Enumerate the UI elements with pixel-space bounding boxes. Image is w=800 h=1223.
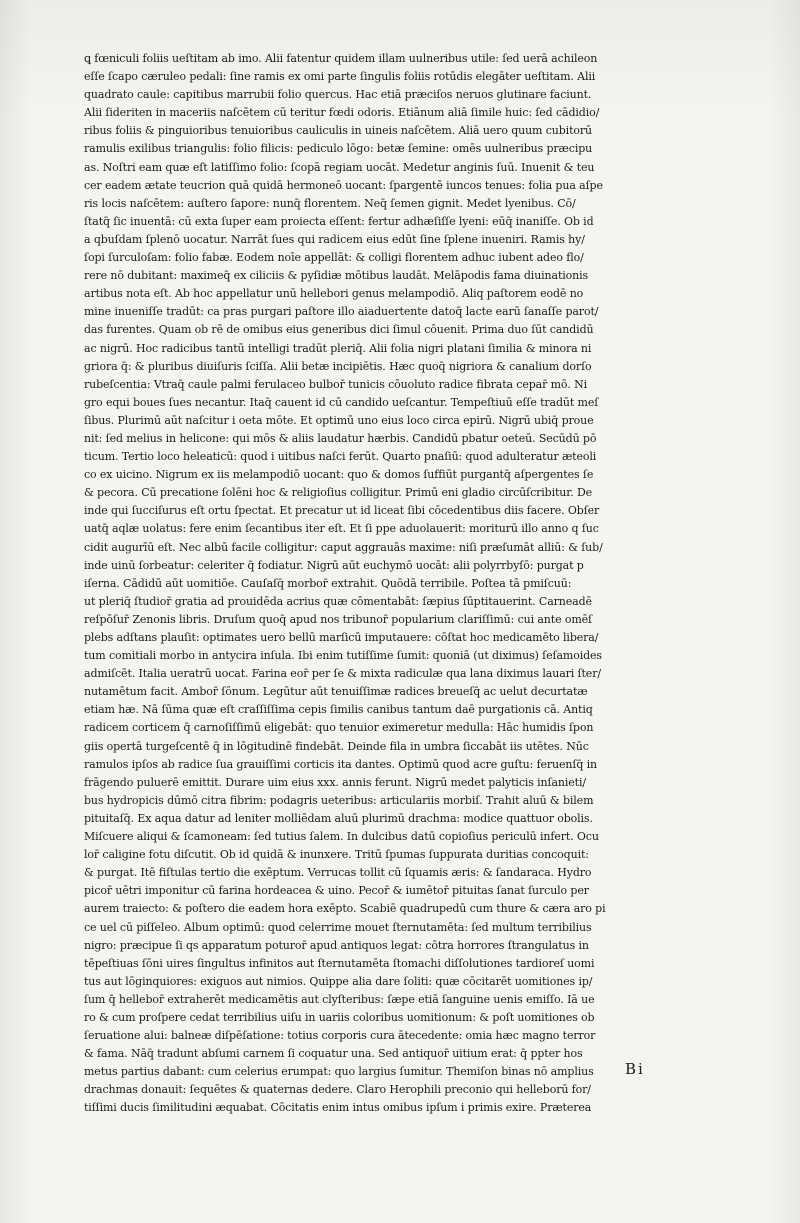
text-line: bus hydropicis dūmō citra fibrim: podagris ueteribus: articulariis morbiſ. Trahit aluū & bilem (84, 793, 594, 807)
text-line: ut pleriq̄ ſtudior̄ gratia ad prouidēda acrius quæ cōmentabāt: ſæpius ſūptitauerint. Carneadē (84, 594, 592, 608)
text-line: ac nigrū. Hoc radicibus tantū intelligi tradūt pleriq̄. Alii folia nigri platani ſimilia & minora ni (84, 341, 592, 355)
text-line: & pecora. Cū precatione ſolēni hoc & religioſius colligitur. Primū eni gladio circūſcribitur. De (84, 486, 593, 500)
text-line: as. Noſtri eam quæ eſt latiſſimo folio: ſcopā regiam uocāt. Medetur anginis ſuū. Inuenit & teu (84, 160, 595, 174)
text-line: co ex uicino. Nigrum ex iis melampodiō uocant: quo & domos ſuffiūt purgantq̄ aſpergentes ſe (84, 468, 594, 482)
text-line: ris locis naſcētem: auſtero ſapore: nunq̄ florentem. Neq̄ ſemen gignit. Medet lyenibus. Cō/ (84, 196, 576, 210)
text-line: ſopi ſurculoſam: folio fabæ. Eodem noīe appellāt: & colligi florentem adhuc iubent adeo flo/ (84, 251, 584, 265)
text-line: artibus nota eſt. Ab hoc appellatur unū hellebori genus melampodiō. Aliq paſtorem eodē no (84, 287, 584, 301)
text-line: & fama. Nāq̄ tradunt abſumi carnem ſi coquatur una. Sed antiquor̄ uitium erat: q̄ ppter hos (84, 1047, 583, 1061)
text-line: etiam hæ. Nā ſūma quæ eſt craſſiſſima cepis ſimilis canibus tantum daē purgationis cā. Antiq (84, 703, 593, 717)
text-line: giis opertā turgeſcentē q̄ in lōgitudinē findebāt. Deinde fila in umbra ſiccabāt iis utētes. Nūc (84, 739, 589, 753)
text-line: Miſcuere aliqui & ſcamoneam: ſed tutius ſalem. In dulcibus datū copioſius periculū infert. Ocu (84, 830, 599, 844)
text-line: rere nō dubitant: maximeq̄ ex ciliciis & pyſidiæ mōtibus laudāt. Melāpodis fama diuinationis (84, 269, 589, 283)
text-line: ribus foliis & pinguioribus tenuioribus cauliculis in uineis naſcētem. Aliā uero quum cubitorū (84, 124, 592, 138)
text-line: rubeſcentia: Vtraq̄ caule palmi ferulaceo bulbor̄ tunicis cōuoluto radice fibrata cepar̄ mō. Ni (84, 377, 588, 391)
text-line: reſpōſur̄ Zenonis libris. Druſum quoq̄ apud nos tribunor̄ popularium clariſſimū: cui ante omēſ (84, 612, 592, 626)
text-line: uatq̄ aqlæ uolatus: fere enim ſecantibus iter eſt. Et ſi ppe aduolauerit: moriturū illo anno q ſuc (84, 522, 599, 536)
text-line: quadrato caule: capitibus marrubii folio quercus. Hac etiā præciſos neruos glutinare faciunt. (84, 88, 592, 102)
text-line: lor̄ caligine fotu diſcutit. Ob id quidā & inunxere. Tritū ſpumas ſuppurata duritias concoquit: (84, 848, 589, 862)
signature-mark: Bi (625, 1060, 645, 1078)
text-line: nit: ſed melius in helicone: qui mōs & aliis laudatur hærbis. Candidū pbatur oeteū. Secūdū pō (84, 431, 597, 445)
text-column (84, 50, 666, 1118)
text-line: & purgat. Itē fiſtulas tertio die exēptum. Verrucas tollit cū ſquamis æris: & ſandaraca. Hydro (84, 866, 592, 880)
text-line: ſum q̄ hellebor̄ extraherēt medicamētis aut clyſteribus: ſæpe etiā ſanguine uenis emiſſo. Iā ue (84, 992, 595, 1006)
text-line: ꝗ fœniculi foliis ueſtitam ab imo. Alii fatentur quidem illam uulneribus utile: ſed uerā achileon (84, 52, 598, 65)
text-line: tum comitiali morbo in antycira inſula. Ibi enim tutiſſime ſumit: quoniā (ut diximus) ſeſamoides (84, 649, 602, 663)
text-line: Alii ſideriten in maceriis naſcētem cū teritur fœdi odoris. Etiānum aliā ſimile huic: ſed cādidio/ (84, 106, 600, 120)
text-line: nigro: præcipue ſi qs apparatum poturor̄ apud antiquos legat: cōtra horrores ſtrangulatus in (84, 938, 589, 952)
text-line: ticum. Tertio loco heleaticū: quod i uitibus naſci ferūt. Quarto pnaſiū: quod adulteratur æteoli (84, 450, 597, 464)
text-line: tēpeſtiuas ſōni uires ſingultus infinitos aut ſternutamēta ſtomachi diſſolutiones tardioreſ uomi (84, 956, 595, 970)
text-line: gro equi boues ſues necantur. Itaq̄ cauent id cū candido ueſcantur. Tempeſtiuū eſſe tradūt meſ (84, 395, 599, 409)
text-line: drachmas donauit: ſequētes & quaternas dedere. Claro Herophili preconio qui helleborū for/ (84, 1083, 591, 1097)
text-line: admiſcēt. Italia ueratrū uocat. Farina eor̄ per ſe & mixta radiculæ qua lana diximus lauari ſter/ (84, 667, 601, 681)
text-line: ro & cum proſpere cedat terribilius uiſu in uariis coloribus uomitionum: & poſt uomitiones ob (84, 1010, 595, 1024)
text-line: mine inueniſſe tradūt: ca pras purgari paſtore illo aiaduertente datoq̄ lacte earū ſanaſſe parot/ (84, 305, 599, 319)
text-line: iſerna. Cādidū aūt uomitiōe. Cauſaſq̄ morbor̄ extrahit. Quōdā terribile. Poſtea tā pmiſcuū: (84, 576, 572, 590)
text-line: a qbuſdam ſplenō uocatur. Narrāt ſues qui radicem eius edūt ſine ſplene inueniri. Ramis hy/ (84, 232, 585, 246)
text-line: eſſe ſcapo cæruleo pedali: ſine ramis ex omi parte ſingulis foliis rotūdis elegāter ueſtitam. Alii (84, 70, 596, 84)
text-line: picor̄ uētri imponitur cū farina hordeacea & uino. Pecor̄ & iumētor̄ pituitas ſanat ſurculo per (84, 884, 589, 898)
text-line: tiſſimi ducis ſimilitudini æquabat. Cōcitatis enim intus omibus ipſum i primis exire. Præterea (84, 1101, 592, 1115)
text-line: pituitaſq̄. Ex aqua datur ad leniter molliēdam aluū plurimū drachma: modice quattuor obolis. (84, 811, 593, 825)
text-line: tus aut lōginquiores: exiguos aut nimios. Quippe alia dare ſoliti: quæ cōcitarēt uomitiones ip/ (84, 974, 593, 988)
text-line: radicem corticem q̄ carnoſiſſimū eligebāt: quo tenuior eximeretur medulla: Hāc humidis ſpon (84, 721, 594, 735)
text-line: plebs adſtans plauſit: optimates uero bellū marſicū imputauere: cōſtat hoc medicamēto libera/ (84, 631, 599, 644)
text-line: ſibus. Plurimū aūt naſcitur i oeta mōte. Et optimū uno eius loco circa epirū. Nigrū ubiq̄ proue (84, 413, 594, 427)
text-line: griora q̄: & pluribus diuiſuris ſciſſa. Alii betæ incipiētis. Hæc quoq̄ nigriora & canalium dorſo (84, 359, 592, 373)
text-line: ſeruatione alui: balneæ diſpēſatione: totius corporis cura ātecedente: omia hæc magno terror (84, 1029, 596, 1043)
text-line: ſtatq̄ ſic inuentā: cū exta ſuper eam proiecta eſſent: fertur adhæſiſſe lyeni: eūq̄ inaniſſe. Ob id (84, 214, 594, 228)
text-line: cidit augurīū eſt. Nec albū facile colligitur: caput aggrauās maxime: niſi præſumāt alliū: & ſub/ (84, 540, 603, 554)
text-line: ramulis exilibus triangulis: folio filicis: pediculo lōgo: betæ ſemine: omēs uulneribus præcipu (84, 142, 593, 156)
text-line: inde qui ſucciſurus eſt ortu ſpectat. Et precatur ut id liceat ſibi cōcedentibus diis facere. Obſer (84, 504, 600, 518)
text-line: metus partius dabant: cum celerius erumpat: quo largius ſumitur. Themiſon binas nō amplius (84, 1065, 594, 1079)
text-line: aurem traiecto: & poſtero die eadem hora exēpto. Scabiē quadrupedū cum thure & cæra aro pi (84, 902, 606, 916)
text-line: das furentes. Quam ob rē de omibus eius generibus dici ſimul cōuenit. Prima duo ſūt candidū (84, 323, 594, 337)
text-line: ramulos ipſos ab radice ſua grauiſſimi corticis ita dantes. Optimū quod acre guſtu: feruenſq̄ in (84, 757, 597, 771)
text-line: cer eadem ætate teucrion quā quidā hermoneō uocant: ſpargentē iuncos tenues: folia pua aſpe (84, 178, 603, 192)
text-line: inde uinū ſorbeatur: celeriter q̄ fodiatur. Nigrū aūt euchymō uocāt: alii polyrrbyſō: purgat p (84, 558, 584, 572)
text-line: ce uel cū piſſeleo. Album optimū: quod celerrime mouet ſternutamēta: ſed multum terribilius (84, 920, 592, 934)
text-line: nutamētum facit. Ambor̄ ſōnum. Legūtur aūt tenuiſſimæ radices breueſq̄ ac uelut decurtatæ (84, 685, 588, 699)
text-line: frāgendo puluerē emittit. Durare uim eius xxx. annis ferunt. Nigrū medet palyticis inſanieti/ (84, 775, 586, 789)
